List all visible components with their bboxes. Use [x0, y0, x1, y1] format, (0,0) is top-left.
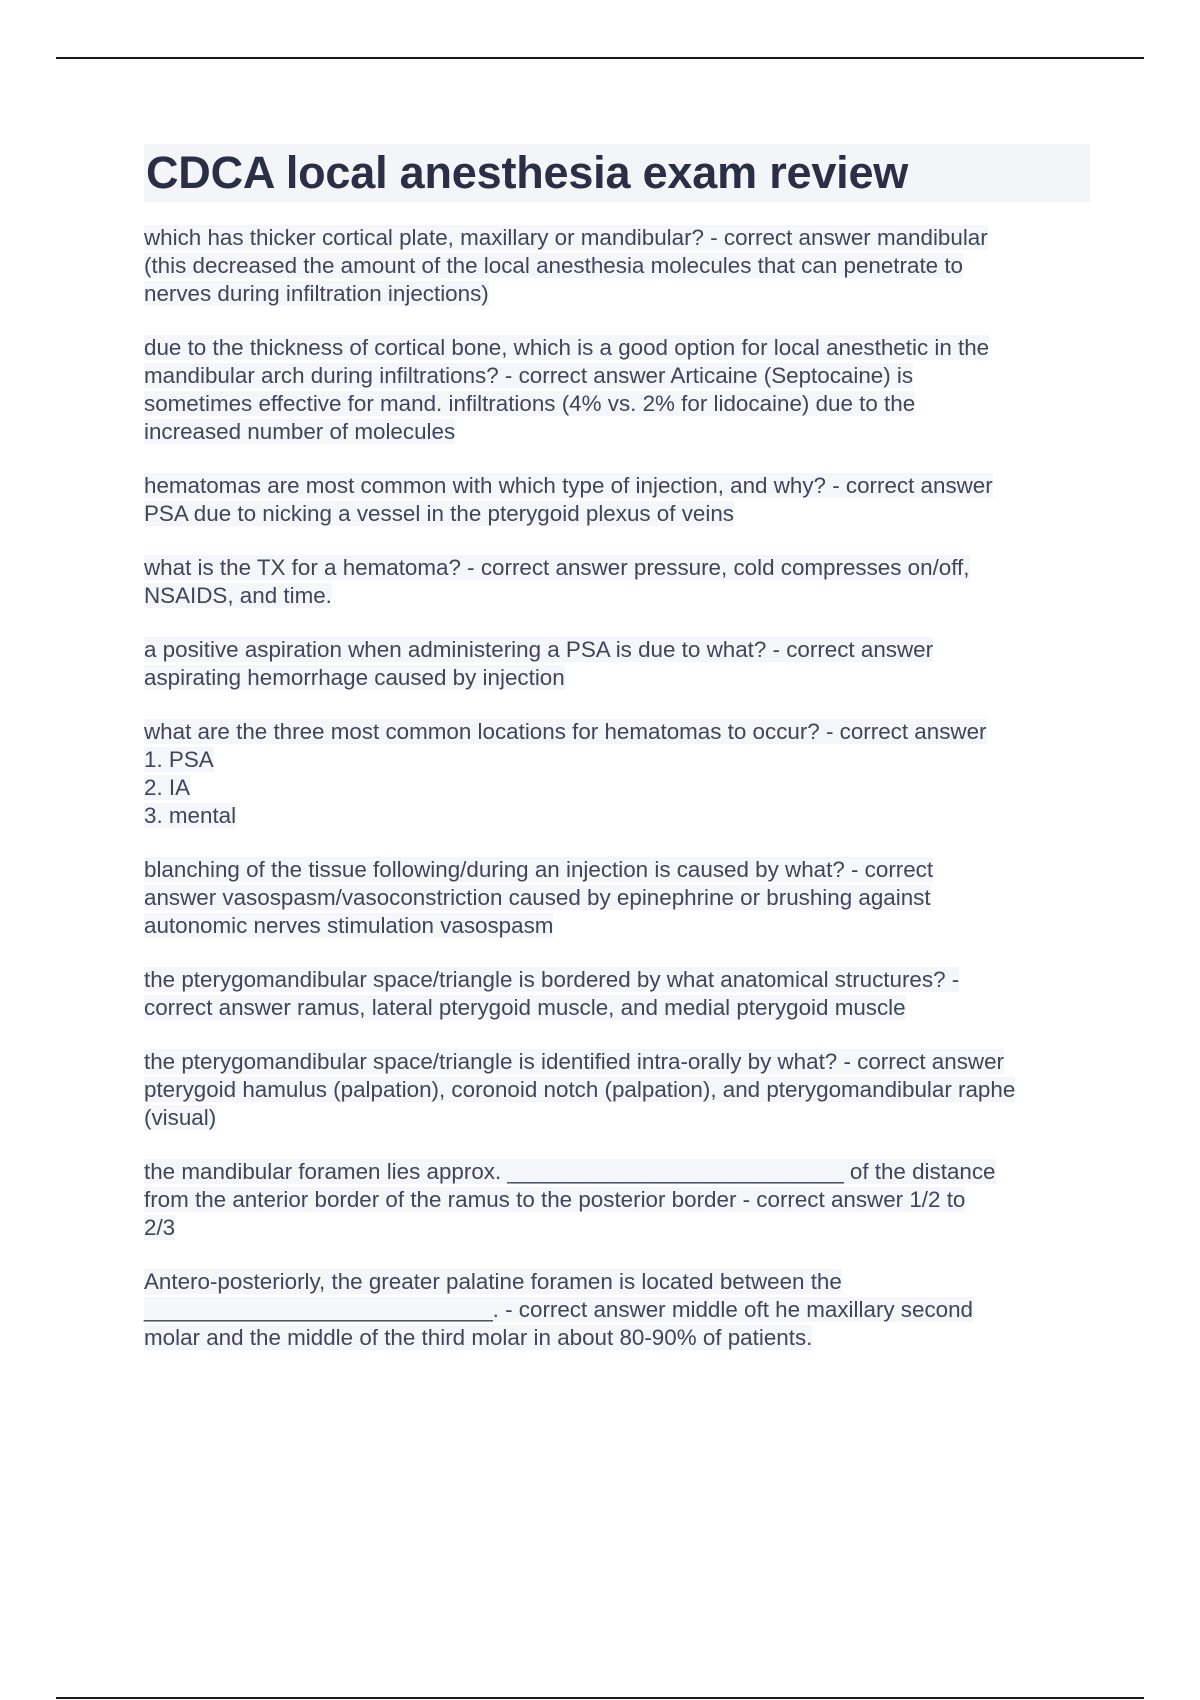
qa-entry [144, 1158, 1090, 1242]
bottom-divider [56, 1697, 1144, 1699]
top-divider [56, 57, 1144, 59]
qa-entry [144, 966, 1090, 1022]
qa-entry [144, 472, 1090, 528]
qa-entry [144, 856, 1090, 940]
qa-text: Antero-posteriorly, the greater palatine foramen is located between the ____________________________. - correct answer middle oft he maxillary second molar and the middle of the third molar in about 80-90% of patients. [144, 1269, 974, 1350]
qa-text: what are the three most common locations for hematomas to occur? - correct answer 1. PSA 2. IA 3. mental [144, 719, 987, 828]
qa-entry [144, 718, 1090, 830]
qa-text: which has thicker cortical plate, maxillary or mandibular? - correct answer mandibular (this decreased the amount of the local anesthesia molecules that can penetrate to nerves during infiltration injections) [144, 225, 988, 306]
qa-entry [144, 636, 1090, 692]
qa-text: the pterygomandibular space/triangle is identified intra-orally by what? - correct answer pterygoid hamulus (palpation), coronoid notch (palpation), and pterygomandibular raphe (visual) [144, 1049, 1016, 1130]
qa-text: a positive aspiration when administering a PSA is due to what? - correct answer aspirating hemorrhage caused by injection [144, 637, 934, 690]
qa-text: blanching of the tissue following/during an injection is caused by what? - correct answer vasospasm/vasoconstriction caused by epinephrine or brushing against autonomic nerves stimulation vasospasm [144, 857, 934, 938]
qa-entry [144, 1268, 1090, 1352]
qa-entry [144, 224, 1090, 308]
qa-text: the mandibular foramen lies approx. ___________________________ of the distance from the anterior border of the ramus to the posterior border - correct answer 1/2 to 2/3 [144, 1159, 996, 1240]
qa-text: what is the TX for a hematoma? - correct answer pressure, cold compresses on/off, NSAIDS, and time. [144, 555, 970, 608]
qa-text: hematomas are most common with which type of injection, and why? - correct answer PSA due to nicking a vessel in the pterygoid plexus of veins [144, 473, 993, 526]
qa-text: due to the thickness of cortical bone, which is a good option for local anesthetic in the mandibular arch during infiltrations? - correct answer Articaine (Septocaine) is sometimes effective for mand. infiltrations (4% vs. 2% for lidocaine) due to the increased number of molecules [144, 335, 990, 444]
page-title: CDCA local anesthesia exam review [146, 147, 909, 198]
qa-entry [144, 554, 1090, 610]
document-body [144, 144, 1090, 1378]
qa-text: the pterygomandibular space/triangle is bordered by what anatomical structures? - correct answer ramus, lateral pterygoid muscle, and medial pterygoid muscle [144, 967, 960, 1020]
qa-entry [144, 334, 1090, 446]
title-block [144, 144, 1090, 202]
qa-entry [144, 1048, 1090, 1132]
